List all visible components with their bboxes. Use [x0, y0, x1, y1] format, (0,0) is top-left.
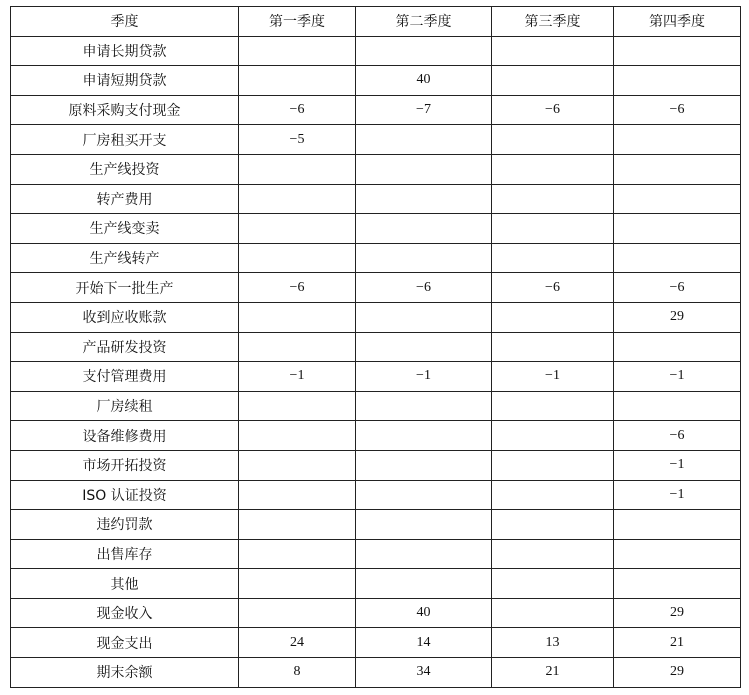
row-label: 现金支出: [11, 628, 239, 658]
cell-q2: 40: [356, 598, 492, 628]
row-label: 申请短期贷款: [11, 66, 239, 96]
cell-q4: −6: [614, 273, 741, 303]
cell-q3: [492, 510, 614, 540]
table-row: [11, 391, 741, 421]
cell-q3: [492, 480, 614, 510]
table-row: [11, 598, 741, 628]
header-cell-q4: 第四季度: [614, 7, 741, 37]
cell-q4: [614, 36, 741, 66]
cell-q2: −1: [356, 362, 492, 392]
cell-q1: [239, 598, 356, 628]
cell-q2: [356, 391, 492, 421]
cell-q1: −1: [239, 362, 356, 392]
cell-q2: [356, 36, 492, 66]
cell-q2: [356, 125, 492, 155]
row-label: 期末余额: [11, 658, 239, 688]
table-row: [11, 36, 741, 66]
cell-q2: 14: [356, 628, 492, 658]
cell-q2: [356, 154, 492, 184]
cell-q2: [356, 480, 492, 510]
table-header-row: [11, 7, 741, 37]
cell-q2: −6: [356, 273, 492, 303]
cell-q1: [239, 66, 356, 96]
cell-q4: [614, 214, 741, 244]
header-cell-quarter: 季度: [11, 7, 239, 37]
cell-q3: [492, 154, 614, 184]
cell-q1: [239, 184, 356, 214]
row-label: 转产费用: [11, 184, 239, 214]
cell-q1: [239, 539, 356, 569]
table-row: [11, 243, 741, 273]
cell-q2: −7: [356, 95, 492, 125]
row-label: 支付管理费用: [11, 362, 239, 392]
cell-q2: [356, 302, 492, 332]
cash-flow-table: [10, 6, 741, 688]
row-label: 其他: [11, 569, 239, 599]
cell-q1: 24: [239, 628, 356, 658]
cell-q1: [239, 302, 356, 332]
cell-q3: [492, 569, 614, 599]
cell-q3: [492, 243, 614, 273]
cell-q1: −5: [239, 125, 356, 155]
table-row: [11, 450, 741, 480]
table-row: [11, 539, 741, 569]
table-row: [11, 421, 741, 451]
row-label: 设备维修费用: [11, 421, 239, 451]
row-label: 厂房续租: [11, 391, 239, 421]
row-label: 申请长期贷款: [11, 36, 239, 66]
table-row: [11, 273, 741, 303]
cell-q1: 8: [239, 658, 356, 688]
cell-q4: [614, 243, 741, 273]
table-row: [11, 480, 741, 510]
cell-q2: [356, 332, 492, 362]
row-label: 收到应收账款: [11, 302, 239, 332]
cell-q2: [356, 214, 492, 244]
table-row: [11, 510, 741, 540]
cell-q3: [492, 66, 614, 96]
cell-q1: [239, 391, 356, 421]
table-row: [11, 125, 741, 155]
cell-q3: [492, 391, 614, 421]
cell-q4: 21: [614, 628, 741, 658]
cell-q4: −1: [614, 450, 741, 480]
table-row: [11, 214, 741, 244]
cell-q3: [492, 421, 614, 451]
cell-q3: 21: [492, 658, 614, 688]
header-cell-q1: 第一季度: [239, 7, 356, 37]
cell-q4: [614, 569, 741, 599]
row-label: 现金收入: [11, 598, 239, 628]
cell-q2: [356, 510, 492, 540]
row-label: 开始下一批生产: [11, 273, 239, 303]
cell-q3: [492, 539, 614, 569]
cell-q2: [356, 450, 492, 480]
cell-q1: [239, 332, 356, 362]
row-label: 违约罚款: [11, 510, 239, 540]
cell-q1: [239, 450, 356, 480]
cell-q4: 29: [614, 658, 741, 688]
cell-q4: [614, 510, 741, 540]
cell-q2: [356, 569, 492, 599]
cell-q3: −6: [492, 273, 614, 303]
cell-q4: [614, 332, 741, 362]
cell-q1: [239, 510, 356, 540]
cell-q2: [356, 539, 492, 569]
cell-q1: [239, 243, 356, 273]
cash-flow-table-container: [10, 6, 741, 688]
table-row: [11, 332, 741, 362]
cell-q1: −6: [239, 273, 356, 303]
cell-q3: [492, 184, 614, 214]
table-row: [11, 154, 741, 184]
row-label: 原料采购支付现金: [11, 95, 239, 125]
row-label: 产品研发投资: [11, 332, 239, 362]
row-label: 市场开拓投资: [11, 450, 239, 480]
cell-q4: −6: [614, 421, 741, 451]
cell-q3: [492, 450, 614, 480]
table-row: [11, 302, 741, 332]
row-label: 生产线变卖: [11, 214, 239, 244]
cell-q2: 34: [356, 658, 492, 688]
cell-q3: 13: [492, 628, 614, 658]
cell-q1: −6: [239, 95, 356, 125]
table-row: [11, 184, 741, 214]
table-row: [11, 95, 741, 125]
cell-q1: [239, 421, 356, 451]
cell-q1: [239, 36, 356, 66]
cell-q4: 29: [614, 598, 741, 628]
cell-q3: [492, 125, 614, 155]
cell-q3: [492, 214, 614, 244]
cell-q4: −1: [614, 480, 741, 510]
row-label: 厂房租买开支: [11, 125, 239, 155]
cell-q4: [614, 391, 741, 421]
cell-q1: [239, 569, 356, 599]
cell-q2: [356, 421, 492, 451]
cell-q3: −6: [492, 95, 614, 125]
cell-q2: [356, 184, 492, 214]
cell-q4: −1: [614, 362, 741, 392]
cell-q3: [492, 598, 614, 628]
table-row: [11, 658, 741, 688]
row-label: 生产线转产: [11, 243, 239, 273]
header-cell-q3: 第三季度: [492, 7, 614, 37]
cell-q4: [614, 125, 741, 155]
cell-q3: [492, 36, 614, 66]
cell-q3: [492, 302, 614, 332]
cell-q2: 40: [356, 66, 492, 96]
row-label: 出售库存: [11, 539, 239, 569]
table-row: [11, 66, 741, 96]
cell-q1: [239, 154, 356, 184]
row-label: 生产线投资: [11, 154, 239, 184]
cell-q1: [239, 480, 356, 510]
cell-q3: [492, 332, 614, 362]
header-cell-q2: 第二季度: [356, 7, 492, 37]
cell-q1: [239, 214, 356, 244]
cell-q4: −6: [614, 95, 741, 125]
table-row: [11, 628, 741, 658]
cell-q3: −1: [492, 362, 614, 392]
cell-q4: [614, 184, 741, 214]
row-label: ISO 认证投资: [11, 480, 239, 510]
table-row: [11, 569, 741, 599]
cell-q4: [614, 539, 741, 569]
cell-q4: [614, 66, 741, 96]
cell-q4: 29: [614, 302, 741, 332]
cell-q2: [356, 243, 492, 273]
table-body: [11, 36, 741, 687]
table-row: [11, 362, 741, 392]
cell-q4: [614, 154, 741, 184]
